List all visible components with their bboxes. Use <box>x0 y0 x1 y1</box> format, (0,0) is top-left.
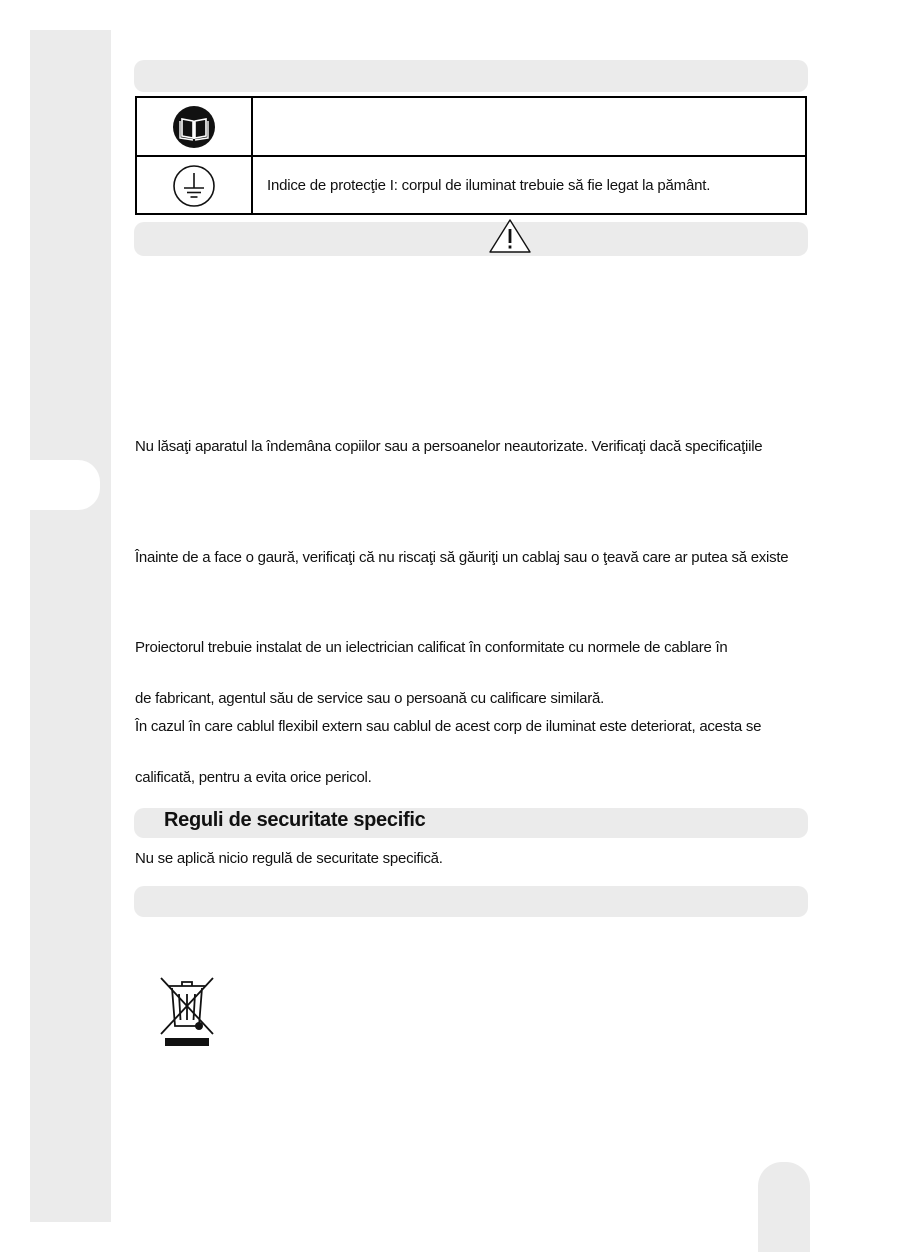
crossed-out-wheelie-bin-icon <box>155 974 219 1048</box>
table-row <box>137 98 251 155</box>
side-tab <box>30 460 100 510</box>
warning-line: În cazul în care cablul flexibil extern sau cablul de acest corp de iluminat este deteriorat, acesta se <box>135 718 762 735</box>
table-divider-vertical <box>251 98 253 213</box>
warning-triangle-icon <box>488 218 532 254</box>
warning-line: Nu lăsaţi aparatul la îndemâna copiilor sau a persoanelor neautorizate. Verificaţi dacă specificaţiile <box>135 438 763 455</box>
warning-line: Înainte de a face o gaură, verificaţi că nu riscaţi să găuriţi un cablaj sau o ţeavă care ar putea să existe <box>135 549 789 566</box>
side-strip <box>30 30 111 1222</box>
specific-rules-header-bar <box>134 808 808 838</box>
section-title: Reguli de securitate specific <box>164 809 426 831</box>
symbols-header-bar <box>134 60 808 92</box>
protective-earth-icon <box>172 164 216 208</box>
table-row <box>137 157 251 215</box>
manual-book-icon <box>172 105 216 149</box>
warning-line: de fabricant, agentul său de service sau o persoană cu calificare similară. <box>135 690 605 707</box>
warning-line: calificată, pentru a evita orice pericol. <box>135 769 372 786</box>
warning-line: Proiectorul trebuie instalat de un ielectrician calificat în conformitate cu normele de cablare în <box>135 639 728 656</box>
page-number-tab <box>758 1162 810 1252</box>
warning-header-bar <box>134 222 808 256</box>
disposal-header-bar <box>134 886 808 917</box>
symbol-description: Indice de protecţie I: corpul de iluminat trebuie să fie legat la pământ. <box>267 177 711 194</box>
symbols-table <box>135 96 807 215</box>
specific-rules-text: Nu se aplică nicio regulă de securitate specifică. <box>135 850 443 867</box>
